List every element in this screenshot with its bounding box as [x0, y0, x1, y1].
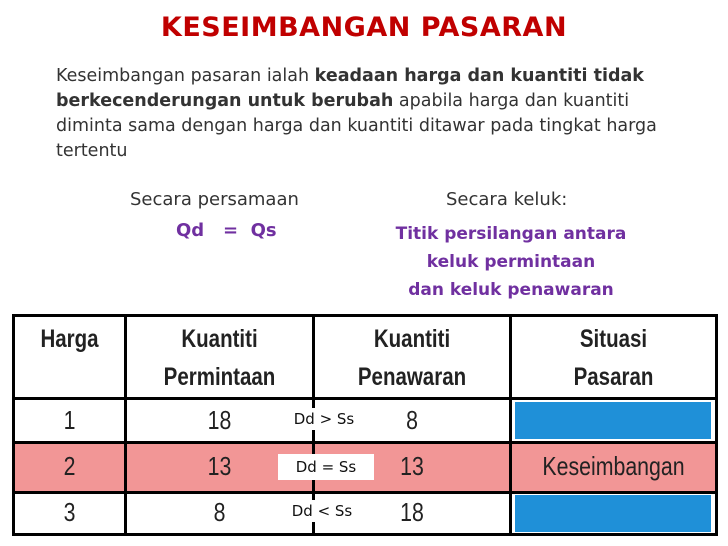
header-situasi-line2: Pasaran [573, 363, 654, 391]
row-2-note: Dd = Ss [278, 454, 374, 480]
header-harga: Harga [40, 325, 99, 353]
curve-label: Secara keluk: [446, 189, 568, 210]
table-divider-3 [509, 314, 512, 536]
table-row-divider-1 [12, 441, 718, 444]
definition-text-end: apabila harga dan kuantiti diminta sama dengan harga dan kuantiti ditawar pada tingkat harga tertentu [56, 91, 657, 161]
curve-desc-line-2: keluk permintaan [426, 252, 596, 272]
table-border-bottom [12, 533, 718, 536]
row-3-note: Dd < Ss [276, 500, 368, 522]
page-title: KESEIMBANGAN PASARAN [160, 12, 568, 43]
table-border-top [12, 314, 718, 317]
header-permintaan-line1: Kuantiti [181, 325, 258, 353]
equation-formula: Qd = Qs [176, 220, 277, 241]
situasi-cover-box-1 [515, 402, 711, 439]
table-row-divider-2 [12, 491, 718, 494]
row-1-permintaan: 18 [207, 405, 232, 435]
situasi-cover-box-3 [515, 495, 711, 532]
header-permintaan-line2: Permintaan [163, 363, 276, 391]
row-2-permintaan: 13 [207, 451, 232, 481]
definition-text-start: Keseimbangan pasaran ialah [56, 66, 315, 86]
row-1-note: Dd > Ss [280, 408, 368, 430]
row-2-penawaran: 13 [400, 451, 424, 481]
header-penawaran-line2: Penawaran [357, 363, 467, 391]
table-divider-1 [124, 314, 127, 536]
market-table [12, 314, 718, 536]
row-2-harga: 2 [63, 451, 76, 481]
equation-label: Secara persamaan [130, 189, 299, 210]
row-2-situasi: Keseimbangan [542, 451, 685, 481]
table-border-left [12, 314, 15, 536]
table-header-divider [12, 397, 718, 400]
curve-desc-line-3: dan keluk penawaran [408, 280, 614, 300]
definition-paragraph [56, 64, 666, 164]
definition-text-bold: keadaan harga dan kuantiti tidak berkecenderungan untuk berubah [56, 66, 644, 111]
curve-desc-line-1: Titik persilangan antara [395, 224, 627, 244]
header-penawaran-line1: Kuantiti [373, 325, 451, 353]
row-3-permintaan: 8 [213, 497, 226, 527]
row-3-harga: 3 [63, 497, 76, 527]
row-3-penawaran: 18 [400, 497, 424, 527]
header-situasi-line1: Situasi [579, 325, 648, 353]
table-border-right [715, 314, 718, 536]
row-1-penawaran: 8 [406, 405, 418, 435]
curve-description [380, 220, 642, 304]
row-1-harga: 1 [63, 405, 76, 435]
